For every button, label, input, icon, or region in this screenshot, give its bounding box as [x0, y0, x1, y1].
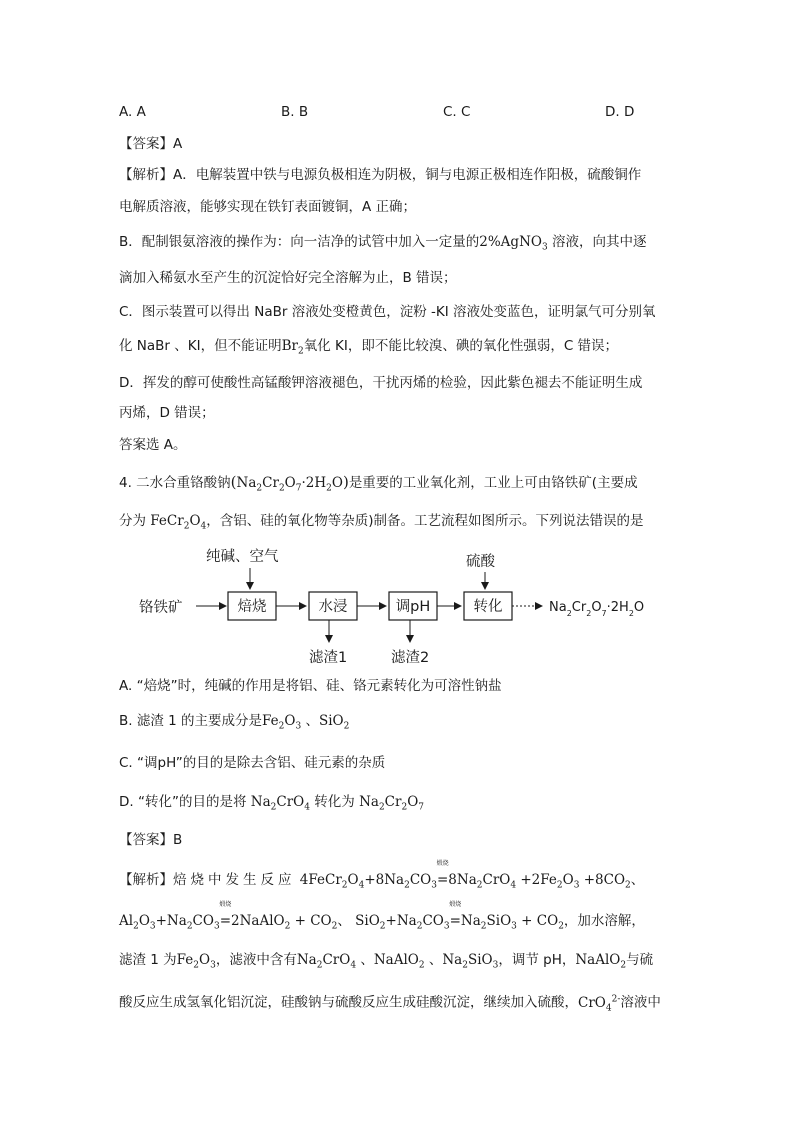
q4-stem-1: 4. 二水合重铬酸钠$(Na_2Cr_2O_7\cdot 2H_2O)$是重要的工业氧化剂，工业上可由铬铁矿(主要成 — [119, 473, 638, 494]
option-c: C. C — [443, 104, 471, 120]
flow-residue-2: 滤渣2 — [391, 650, 430, 666]
formula-br2: $Br_2$ — [281, 338, 304, 357]
q4-answer: 【答案】B — [119, 832, 183, 848]
q3-analysis-a-2: 电解质溶液，能够实现在铁钉表面镀铜，A 正确； — [119, 199, 417, 215]
flow-step-adjust-ph: 调pH — [395, 599, 431, 615]
flow-additive-soda-air: 纯碱、空气 — [206, 549, 279, 565]
flow-additive-sulfuric-acid: 硫酸 — [466, 554, 495, 570]
flow-input-ore: 铬铁矿 — [139, 600, 183, 616]
flow-step-roast: 焙烧 — [237, 599, 267, 615]
q3-analysis-c-2: 化 NaBr 、KI，但不能证明$Br_2$氧化 KI，即不能比较溴、碘的氧化性强弱，C 错误； — [119, 338, 619, 357]
flow-step-convert: 转化 — [473, 599, 503, 615]
q4-stem-2: 分为 $FeCr_2O_4$，含铝、硅的氧化物等杂质)制备。工艺流程如图所示。下列说法错误的是 — [119, 513, 644, 532]
q4-analysis-4: 酸反应生成氢氧化铝沉淀，硅酸钠与硫酸反应生成硅酸沉淀，继续加入硫酸，CrO$_4^{2-}$溶液中 — [119, 994, 661, 1014]
flow-product-formula: $Na_2Cr_2O_7\cdot 2H_2O$ — [549, 600, 645, 618]
q3-analysis-label: 【解析】 — [119, 167, 173, 183]
option-d: D. D — [605, 104, 635, 120]
formula-agno3: 2%AgNO$_3$ — [479, 234, 548, 253]
q4-analysis-label: 【解析】 — [119, 872, 173, 888]
flow-residue-1: 滤渣1 — [309, 650, 348, 666]
q3-analysis-b-1: B．配制银氨溶液的操作为：向一洁净的试管中加入一定量的2%AgNO$_3$ 溶液，向其中逐 — [119, 234, 647, 253]
q3-analysis-c-1: C．图示装置可以得出 NaBr 溶液处变橙黄色，淀粉 -KI 溶液处变蓝色，证明氯气可分别氧 — [119, 304, 656, 320]
formula-fe2o3-sio2: $Fe_2O_3$ 、SiO$_2$ — [262, 713, 350, 732]
q3-conclusion: 答案选 A。 — [119, 437, 187, 453]
q3-analysis-d-1: D．挥发的醇可使酸性高锰酸钾溶液褪色，干扰丙烯的检验，因此紫色褪去不能证明生成 — [119, 375, 643, 391]
q4-option-a: A. “焙烧”时，纯碱的作用是将铝、硅、铬元素转化为可溶性钠盐 — [119, 678, 502, 694]
q4-analysis-1: 【解析】焙烧中发生反应 $4FeCr_2O_4+8Na_2CO_3$ 煅烧 $=8Na_2CrO_4 +2Fe_2O_3 +8CO_2$、 — [119, 860, 645, 891]
q3-analysis-b-2: 滴加入稀氨水至产生的沉淀恰好完全溶解为止，B 错误； — [119, 270, 457, 286]
flow-step-leach: 水浸 — [318, 599, 348, 615]
option-a: A. A — [119, 104, 146, 120]
q4-option-d: D. “转化”的目的是将 $Na_2CrO_4$ 转化为 $Na_2Cr_2O_7$ — [119, 794, 425, 813]
q4-analysis-3: 滤渣 1 为$Fe_2O_3$，滤液中含有$Na_2CrO_4$ 、NaAlO$_2$ 、$Na_2SiO_3$，调节 pH，NaAlO$_2$与硫 — [119, 952, 654, 971]
q3-analysis-d-2: 丙烯，D 错误； — [119, 405, 215, 421]
q4-option-c: C. “调pH”的目的是除去含铝、硅元素的杂质 — [119, 755, 386, 771]
q3-analysis-a-1: 【解析】A．电解装置中铁与电源负极相连为阴极，铜与电源正极相连作阳极，硫酸铜作 — [119, 167, 642, 183]
formula-fecr2o4: $FeCr_2O_4$ — [150, 513, 207, 532]
q3-answer: 【答案】A — [119, 136, 183, 152]
option-b: B. B — [281, 104, 309, 120]
formula-na2cr2o7-2h2o: ( — [230, 473, 237, 491]
q4-option-b: B. 滤渣 1 的主要成分是$Fe_2O_3$ 、SiO$_2$ — [119, 713, 350, 732]
q4-analysis-2: $Al_2O_3+Na_2CO_3$ 煅烧 =2NaAlO$_2$ + $CO_2$、 $SiO_2+Na_2CO_3$ 煅烧 $=Na_2SiO_3 + CO_2$，加水溶解， — [119, 901, 645, 932]
